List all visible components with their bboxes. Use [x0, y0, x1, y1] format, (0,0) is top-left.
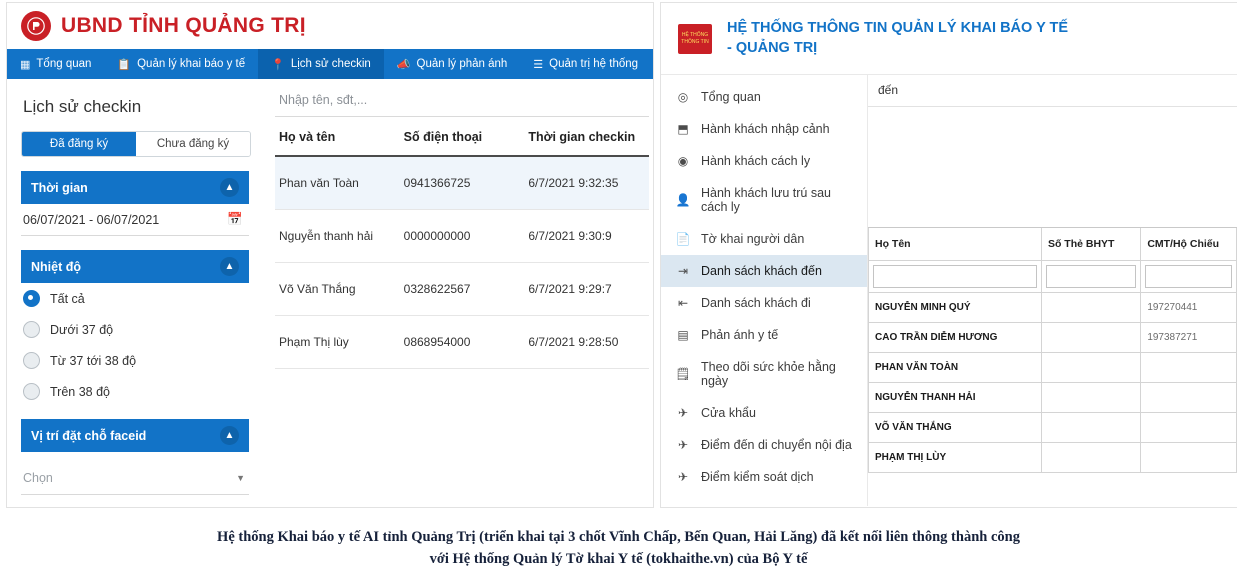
content-top-label: đến — [868, 75, 1237, 107]
cell-name: Phạm Thị lùy — [275, 316, 400, 369]
grid-column-bhyt: Số Thẻ BHYT — [1041, 228, 1140, 261]
location-pin-icon: 📍 — [271, 58, 285, 71]
left-app-title: UBND TỈNH QUẢNG TRỊ — [61, 14, 306, 37]
table-row[interactable] — [275, 316, 649, 369]
grid-icon: ▦ — [20, 58, 31, 71]
sidebar-item-label: Danh sách khách đến — [701, 264, 822, 278]
sidebar-item-label: Hành khách lưu trú sau cách ly — [701, 186, 831, 214]
left-application-window — [6, 2, 654, 508]
cell-name: PHAN VĂN TOÀN — [869, 353, 1042, 383]
temperature-section-title: Nhiệt độ — [31, 259, 81, 274]
table-row[interactable] — [869, 353, 1237, 383]
time-section-header[interactable] — [21, 171, 249, 204]
cell-bhyt — [1041, 353, 1140, 383]
filter-cell-cmt[interactable] — [1141, 261, 1237, 293]
right-sidebar — [661, 75, 868, 506]
departure-icon: ⇤ — [677, 296, 689, 310]
caption-line-2: với Hệ thống Quản lý Tờ khai Y tế (tokhaithe.vn) của Bộ Y tế — [429, 551, 808, 568]
radio-option-duoi-37[interactable] — [21, 314, 249, 345]
filter-cell-name[interactable] — [869, 261, 1042, 293]
right-app-header — [661, 3, 1237, 75]
cell-checkin-time: 6/7/2021 9:32:35 — [524, 156, 649, 210]
sidebar-item-luu-tru-sau-cach-ly[interactable] — [661, 177, 867, 223]
temperature-section-header[interactable] — [21, 250, 249, 283]
nav-label: Quản lý khai báo y tế — [137, 58, 246, 70]
cell-checkin-time: 6/7/2021 9:30:9 — [524, 210, 649, 263]
cell-cmt — [1141, 383, 1237, 413]
cell-bhyt — [1041, 293, 1140, 323]
cell-cmt: 197270441 — [1141, 293, 1237, 323]
cell-cmt — [1141, 443, 1237, 473]
quarantine-icon: ◉ — [677, 154, 689, 168]
sidebar-item-label: Danh sách khách đi — [701, 296, 811, 310]
nav-item-tong-quan[interactable] — [7, 49, 104, 79]
search-input[interactable]: Nhập tên, sđt,... — [275, 87, 649, 117]
table-row[interactable] — [869, 413, 1237, 443]
clipboard-icon: 📋 — [117, 58, 132, 71]
time-section-title: Thời gian — [31, 180, 88, 195]
plane-icon: ✈ — [677, 470, 689, 484]
radio-label: Tất cả — [50, 291, 85, 306]
sidebar-bottom-strip — [21, 507, 249, 508]
date-range-value: 06/07/2021 - 06/07/2021 — [23, 212, 160, 227]
radio-indicator — [23, 290, 40, 307]
cell-name: NGUYỄN THANH HẢI — [869, 383, 1042, 413]
cell-phone: 0000000000 — [400, 210, 525, 263]
sidebar-item-hanh-khach-cach-ly[interactable] — [661, 145, 867, 177]
sidebar-item-diem-den-di-chuyen-noi-dia[interactable] — [661, 429, 867, 461]
sidebar-item-danh-sach-khach-di[interactable] — [661, 287, 867, 319]
sidebar-item-label: Theo dõi sức khỏe hằng ngày — [701, 360, 836, 388]
table-row[interactable] — [869, 443, 1237, 473]
chevron-up-icon[interactable]: ▲ — [220, 178, 239, 197]
select-placeholder: Chọn — [23, 471, 53, 485]
ubnd-logo-icon — [21, 11, 51, 41]
segment-chua-dang-ky[interactable]: Chưa đăng ký — [136, 132, 250, 156]
cell-name: CAO TRẦN DIỄM HƯƠNG — [869, 323, 1042, 353]
passenger-icon: ⬒ — [677, 122, 689, 136]
nav-label: Quản trị hệ thống — [549, 58, 639, 70]
cell-phone: 0868954000 — [400, 316, 525, 369]
filter-input-bhyt[interactable] — [1046, 265, 1136, 288]
right-app-title-line1: HỆ THỐNG THÔNG TIN QUẢN LÝ KHAI BÁO Y TẾ — [727, 19, 1069, 36]
radio-option-37-38[interactable] — [21, 345, 249, 376]
sidebar-item-label: Hành khách cách ly — [701, 154, 811, 168]
filter-cell-bhyt[interactable] — [1041, 261, 1140, 293]
faceid-location-section-header[interactable] — [21, 419, 249, 452]
left-sidebar — [7, 79, 265, 507]
column-header-checkin-time: Thời gian checkin — [524, 117, 649, 156]
plane-icon: ✈ — [677, 438, 689, 452]
menu-bars-icon: ☰ — [533, 58, 544, 71]
right-application-window — [660, 2, 1237, 508]
cell-name: VÕ VĂN THẮNG — [869, 413, 1042, 443]
sidebar-item-label: Hành khách nhập cảnh — [701, 122, 830, 136]
plane-icon: ✈ — [677, 406, 689, 420]
grid-column-name: Họ Tên — [869, 228, 1042, 261]
nav-label: Lịch sử checkin — [290, 58, 371, 70]
cell-phone: 0328622567 — [400, 263, 525, 316]
sidebar-item-label: Phản ánh y tế — [701, 328, 779, 342]
table-row[interactable] — [869, 383, 1237, 413]
megaphone-icon: 📣 — [396, 58, 411, 71]
nav-item-lich-su-checkin[interactable] — [258, 49, 384, 79]
person-icon: 👤 — [675, 193, 691, 207]
filter-input-cmt[interactable] — [1145, 265, 1232, 288]
sidebar-item-danh-sach-khach-den[interactable] — [661, 255, 867, 287]
sidebar-item-label: Điểm đến di chuyển nội địa — [701, 438, 852, 452]
table-row[interactable] — [275, 263, 649, 316]
checkin-history-table — [275, 117, 649, 369]
radio-indicator — [23, 352, 40, 369]
table-row[interactable] — [869, 323, 1237, 353]
cell-name: Phan văn Toàn — [275, 156, 400, 210]
sidebar-item-cua-khau[interactable] — [661, 397, 867, 429]
left-nav-bar — [7, 49, 653, 79]
sidebar-item-hanh-khach-nhap-canh[interactable] — [661, 113, 867, 145]
health-monitor-icon: 🗒 — [675, 367, 691, 381]
moh-logo-icon — [675, 22, 715, 56]
cell-phone: 0941366725 — [400, 156, 525, 210]
cell-name: NGUYỄN MINH QUÝ — [869, 293, 1042, 323]
document-icon: 📄 — [675, 232, 691, 246]
caption-line-1: Hệ thống Khai báo y tế AI tỉnh Quảng Trị (triển khai tại 3 chốt Vĩnh Chấp, Bến Quan, Hải Lăng) đã kết nối liên thông thành công — [217, 529, 1020, 545]
temperature-radio-group — [21, 283, 249, 407]
sidebar-item-label: Điểm kiểm soát dịch — [701, 470, 814, 484]
radio-option-tat-ca[interactable] — [21, 283, 249, 314]
right-content — [868, 75, 1237, 506]
table-row[interactable] — [275, 156, 649, 210]
right-app-title-line2: - QUẢNG TRỊ — [727, 39, 818, 56]
table-header-row — [275, 117, 649, 156]
right-body — [661, 75, 1237, 506]
cell-checkin-time: 6/7/2021 9:29:7 — [524, 263, 649, 316]
sidebar-title: Lịch sử checkin — [23, 97, 142, 116]
radio-option-tren-38[interactable] — [21, 376, 249, 407]
sidebar-item-label: Tờ khai người dân — [701, 232, 805, 246]
filter-input-name[interactable] — [873, 265, 1037, 288]
cell-name: PHẠM THỊ LÙY — [869, 443, 1042, 473]
nav-item-quan-ly-khai-bao[interactable] — [104, 49, 258, 79]
nav-item-quan-ly-phan-anh[interactable] — [384, 49, 521, 79]
grid-filter-row — [869, 261, 1237, 293]
date-range-field[interactable] — [21, 204, 249, 236]
grid-column-cmt: CMT/Hộ Chiếu — [1141, 228, 1237, 261]
arrival-icon: ⇥ — [677, 264, 689, 278]
segment-da-dang-ky[interactable]: Đã đăng ký — [22, 132, 136, 156]
cell-bhyt — [1041, 323, 1140, 353]
right-app-title — [727, 19, 1068, 58]
nav-label: Tổng quan — [36, 58, 92, 70]
chevron-up-icon[interactable]: ▲ — [220, 257, 239, 276]
registration-filter-segment[interactable] — [21, 131, 251, 157]
left-app-header — [7, 3, 653, 49]
cell-name: Võ Văn Thắng — [275, 263, 400, 316]
chevron-up-icon[interactable]: ▲ — [220, 426, 239, 445]
radio-label: Dưới 37 độ — [50, 322, 114, 337]
cell-name: Nguyễn thanh hải — [275, 210, 400, 263]
cell-bhyt — [1041, 443, 1140, 473]
sidebar-item-to-khai-nguoi-dan[interactable] — [661, 223, 867, 255]
figure-caption — [0, 510, 1237, 571]
calendar-icon[interactable]: 📅 — [227, 212, 243, 226]
dashboard-icon: ◎ — [677, 90, 689, 104]
nav-label: Quản lý phản ánh — [416, 58, 508, 70]
sidebar-item-tong-quan[interactable] — [661, 81, 867, 113]
sidebar-item-label: Tổng quan — [701, 90, 761, 104]
faceid-location-select[interactable] — [21, 462, 249, 495]
checkin-history-content — [265, 79, 653, 507]
column-header-phone: Số điện thoại — [400, 117, 525, 156]
sidebar-item-label: Cửa khẩu — [701, 406, 756, 420]
table-row[interactable] — [869, 293, 1237, 323]
cell-cmt — [1141, 353, 1237, 383]
logo-badge: HỆ THỐNG THÔNG TIN — [678, 24, 712, 54]
sidebar-item-phan-anh-y-te[interactable] — [661, 319, 867, 351]
nav-item-quan-tri-he-thong[interactable] — [520, 49, 651, 79]
cell-cmt: 197387271 — [1141, 323, 1237, 353]
sidebar-item-diem-kiem-soat-dich[interactable] — [661, 461, 867, 493]
cell-checkin-time: 6/7/2021 9:28:50 — [524, 316, 649, 369]
chevron-down-icon: ▼ — [236, 473, 245, 483]
radio-indicator — [23, 321, 40, 338]
report-icon: ▤ — [677, 328, 689, 342]
cell-cmt — [1141, 413, 1237, 443]
radio-indicator — [23, 383, 40, 400]
table-row[interactable] — [275, 210, 649, 263]
column-header-name: Họ và tên — [275, 117, 400, 156]
sidebar-item-theo-doi-suc-khoe[interactable] — [661, 351, 867, 397]
faceid-section-title: Vị trí đặt chỗ faceid — [31, 428, 147, 443]
left-body — [7, 79, 653, 507]
cell-bhyt — [1041, 383, 1140, 413]
grid-header-row — [869, 228, 1237, 261]
radio-label: Từ 37 tới 38 độ — [50, 353, 137, 368]
radio-label: Trên 38 độ — [50, 384, 110, 399]
visitor-grid — [868, 227, 1237, 506]
visitor-table — [868, 228, 1237, 473]
cell-bhyt — [1041, 413, 1140, 443]
